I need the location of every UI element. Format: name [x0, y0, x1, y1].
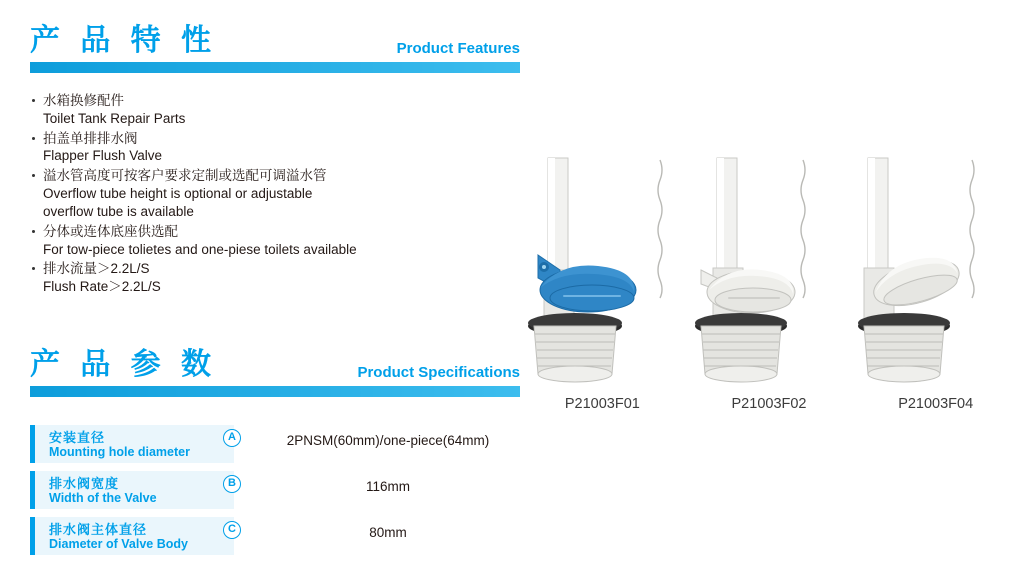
feature-text-en: Overflow tube height is optional or adjustable: [43, 186, 313, 202]
spec-label-en: Width of the Valve: [49, 491, 157, 505]
feature-text-en: Flapper Flush Valve: [43, 148, 163, 164]
spec-label-en: Diameter of Valve Body: [49, 537, 188, 551]
flush-valve-illustration-blue: [520, 150, 690, 430]
spec-label-cell: [30, 425, 234, 463]
specifications-title-cn: 产 品 参 数: [30, 348, 218, 381]
feature-text-cn: 水箱换修配件: [43, 93, 124, 108]
specifications-table: [30, 425, 530, 563]
product-model-label: P21003F04: [898, 396, 974, 412]
list-item: [30, 167, 510, 220]
table-row: [30, 517, 530, 563]
status-badge: C: [223, 521, 241, 539]
status-badge: A: [223, 429, 241, 447]
specifications-divider-bar: [30, 386, 520, 397]
feature-text-en: Flush Rate＞2.2L/S: [43, 279, 161, 295]
list-item: [30, 92, 510, 128]
features-divider-bar: [30, 62, 520, 73]
spec-value: 116mm: [365, 479, 410, 494]
features-title-cn: 产 品 特 性: [30, 24, 218, 57]
features-heading: [30, 26, 520, 73]
status-badge: B: [223, 475, 241, 493]
product-image-p21003f02: [683, 150, 833, 430]
spec-label-cn: 排水阀主体直径: [49, 522, 148, 537]
product-image-gallery: [520, 150, 1020, 430]
list-item: [30, 130, 510, 166]
product-model-label: P21003F02: [731, 396, 807, 412]
table-row: [30, 471, 530, 517]
feature-text-en: For tow-piece tolietes and one-piese toilets available: [43, 241, 357, 257]
table-row: [30, 425, 530, 471]
feature-text-cn: 溢水管高度可按客户要求定制或选配可调溢水管: [43, 168, 327, 184]
features-list: [30, 92, 510, 298]
product-image-p21003f01: [520, 150, 670, 430]
feature-text-cn: 拍盖单排排水阀: [43, 130, 138, 146]
list-item: [30, 223, 510, 259]
spec-label-en: Mounting hole diameter: [49, 445, 190, 459]
product-model-label: P21003F01: [564, 396, 640, 412]
product-image-p21003f04: [846, 150, 996, 430]
features-title-en: Product Features: [396, 40, 520, 57]
spec-label-cn: 安装直径: [49, 430, 106, 445]
feature-text-en-line2: overflow tube is available: [43, 203, 194, 219]
spec-label-cell: [30, 471, 234, 509]
specifications-title-en: Product Specifications: [357, 364, 520, 381]
spec-value: 2PNSM(60mm)/one-piece(64mm): [286, 433, 490, 448]
feature-text-cn: 分体或连体底座供选配: [43, 223, 178, 239]
feature-text-en: Toilet Tank Repair Parts: [43, 110, 186, 126]
spec-label-cell: [30, 517, 234, 555]
list-item: [30, 260, 510, 296]
product-captions: [519, 396, 1019, 412]
spec-label-cn: 排水阀宽度: [49, 476, 120, 491]
flush-valve-illustration-white-b: [846, 150, 1016, 430]
spec-value: 80mm: [369, 525, 407, 540]
flush-valve-illustration-white-a: [683, 150, 853, 430]
feature-text-cn: 排水流量＞2.2L/S: [43, 261, 150, 277]
specifications-heading: [30, 350, 520, 397]
